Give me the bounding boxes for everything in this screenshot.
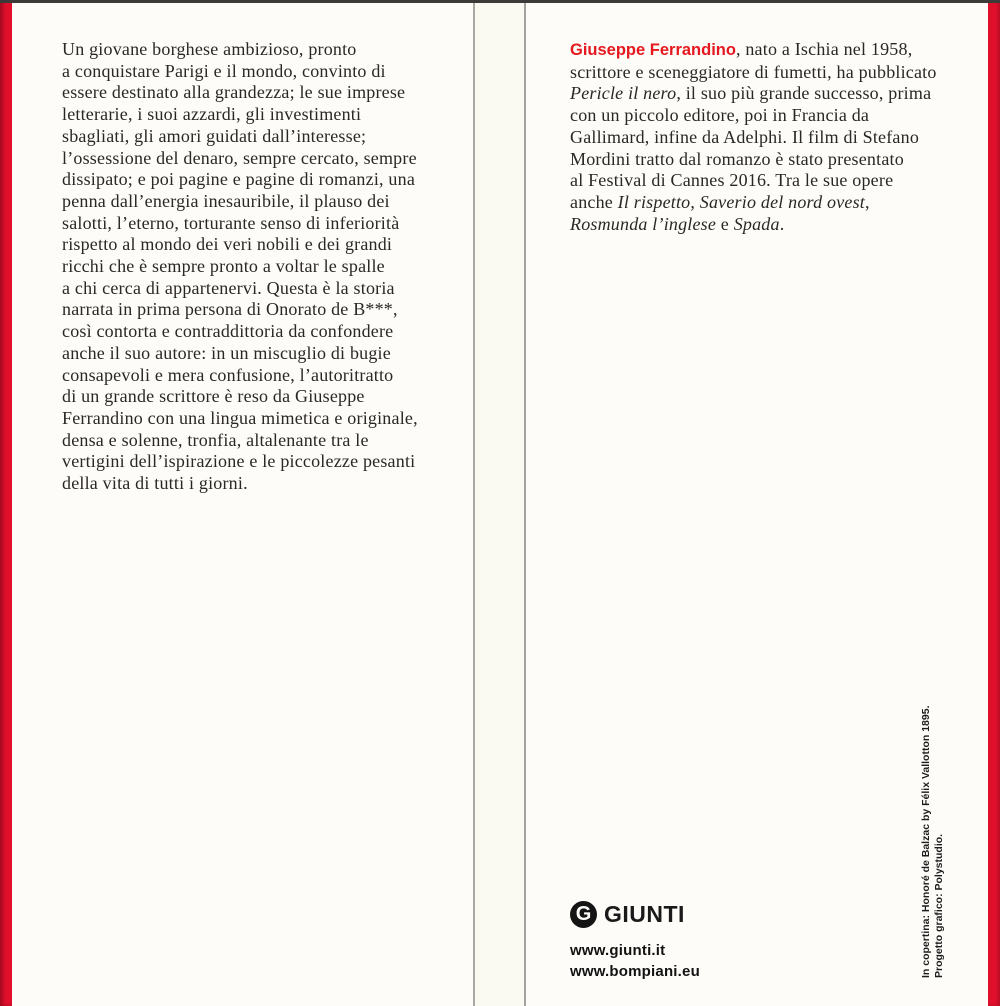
text-line: salotti, l’eterno, torturante senso di inferiorità (62, 212, 400, 233)
text-line (570, 149, 990, 171)
giunti-logo-wordmark: GIUNTI (604, 901, 685, 927)
design-credit-line: Progetto grafico: Polystudio. (933, 833, 945, 978)
publisher-urls (570, 940, 700, 982)
text-line (570, 39, 990, 62)
text-line: letterarie, i suoi azzardi, gli investimenti (62, 104, 362, 125)
author-name: Giuseppe Ferrandino (570, 41, 736, 59)
text-segment: con un piccolo editore, poi in Francia da (570, 105, 870, 126)
text-line: ricchi che è sempre pronto a voltar le spalle (62, 256, 385, 277)
text-line (570, 214, 990, 236)
text-line: essere destinato alla grandezza; le sue imprese (62, 82, 406, 103)
left-spine-red-strip (0, 0, 12, 1006)
text-line: rispetto al mondo dei veri nobili e dei grandi (62, 234, 393, 255)
text-line (570, 83, 990, 105)
text-line (570, 105, 990, 127)
text-line: di un grande scrittore è reso da Giuseppe (62, 386, 365, 407)
text-line: l’ossessione del denaro, sempre cercato, sempre (62, 147, 417, 168)
text-line: densa e solenne, tronfia, altalenante tra le (62, 429, 369, 450)
text-line: vertigini dell’ispirazione e le piccolezze pesanti (62, 451, 416, 472)
text-segment: al Festival di Cannes 2016. Tra le sue opere (570, 170, 894, 191)
text-segment: Il rispetto (617, 191, 691, 212)
text-segment: Rosmunda l’inglese (570, 213, 717, 234)
text-line: Ferrandino con una lingua mimetica e originale, (62, 407, 418, 428)
text-segment: , (864, 191, 870, 212)
left-flap-blurb (62, 39, 474, 495)
text-line: a conquistare Parigi e il mondo, convinto di (62, 60, 386, 81)
right-spine-red-strip (988, 0, 1000, 1006)
text-line: sbagliati, gli amori guidati dall’interesse; (62, 125, 367, 146)
text-segment: , (690, 191, 700, 212)
publisher-block (570, 901, 700, 982)
cover-credit-line: In copertina: Honoré de Balzac by Félix Vallotton 1895. (920, 705, 932, 978)
bompiani-url: www.bompiani.eu (570, 963, 700, 980)
text-segment: Spada (733, 213, 780, 234)
right-flap-author-bio (570, 39, 990, 235)
text-line: così contorta e contraddittoria da confondere (62, 321, 394, 342)
text-line: penna dall’energia inesauribile, il plauso dei (62, 190, 390, 211)
text-line (570, 192, 990, 214)
text-line: narrata in prima persona di Onorato de B***, (62, 299, 398, 320)
giunti-logo (570, 901, 700, 928)
text-segment: Mordini tratto dal romanzo è stato presentato (570, 148, 904, 169)
cover-credits-vertical-text (920, 705, 946, 978)
text-line (570, 62, 990, 84)
text-segment: , nato a Ischia nel 1958, (735, 39, 913, 59)
top-edge-shadow (0, 0, 1000, 3)
text-line: a chi cerca di appartenervi. Questa è la storia (62, 277, 395, 298)
text-segment: scrittore e sceneggiatore di fumetti, ha pubblicato (570, 61, 937, 82)
center-fold (473, 0, 526, 1006)
text-line: consapevoli e mera confusione, l’autoritratto (62, 364, 394, 385)
giunti-url: www.giunti.it (570, 942, 666, 959)
text-segment: Pericle il nero (570, 83, 677, 104)
text-segment: anche (570, 191, 618, 212)
giunti-g-icon: G (570, 901, 597, 928)
text-line: della vita di tutti i giorni. (62, 473, 248, 494)
text-line: Un giovane borghese ambizioso, pronto (62, 39, 357, 59)
text-line (570, 170, 990, 192)
text-segment: e (716, 213, 734, 234)
text-line: anche il suo autore: in un miscuglio di bugie (62, 342, 391, 363)
text-segment: , il suo più grande successo, prima (676, 83, 932, 104)
text-segment: Gallimard, infine da Adelphi. Il film di Stefano (570, 126, 920, 147)
text-segment: . (779, 213, 785, 234)
text-line: dissipato; e poi pagine e pagine di romanzi, una (62, 169, 416, 190)
text-segment: Saverio del nord ovest (699, 191, 865, 212)
text-line (570, 127, 990, 149)
